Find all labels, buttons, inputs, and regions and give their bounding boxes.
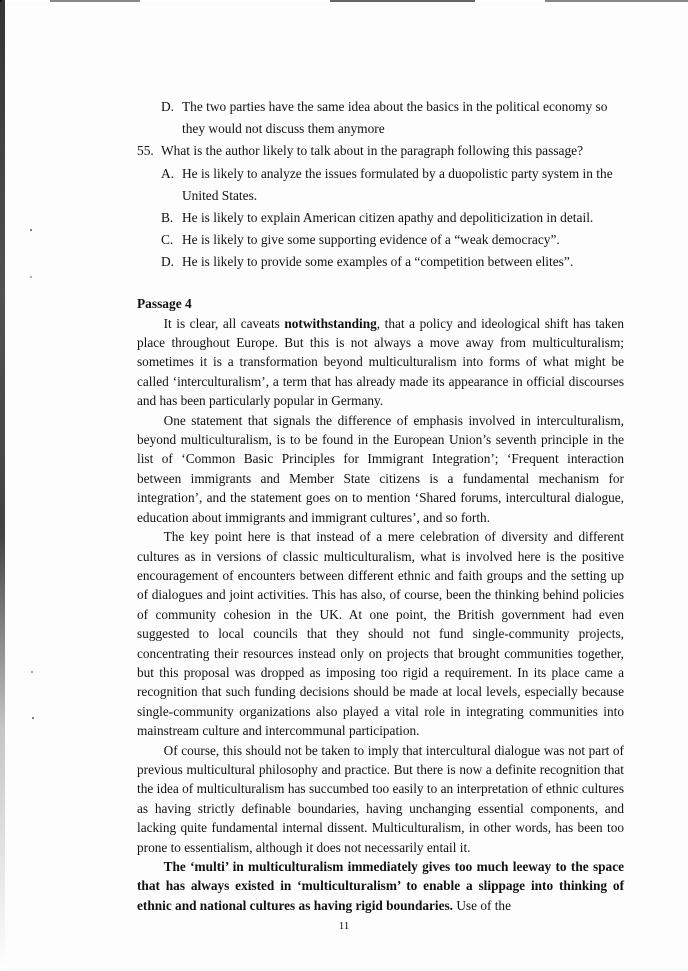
q55-option-c (137, 229, 624, 251)
option-letter: A. (161, 165, 175, 181)
scan-binding-shadow (0, 0, 5, 971)
q55-option-b (137, 207, 624, 229)
passage-paragraph-2: One statement that signals the difference of emphasis involved in interculturalism, beyond multiculturalism, is to be found in the European Union’s seventh principle in the list of ‘Common Basic Principles for Immigrant Integration’; ‘Frequent interaction between immigrants and Member State citizens is a fundamental mechanism for integration’, and the statement goes on to mention ‘Shared forums, intercultural dialogue, education about immigrants and immigrant cultures’, and so forth. (137, 412, 624, 525)
paragraph-text: , that a policy and ideological shift has taken place throughout Europe. But this is not always a move away from multiculturalism; sometimes it is a transformation beyond multiculturalism into forms of what might be called ‘interculturalism’, a term that has already made its appearance in official discourses and has been particularly popular in Germany. (137, 315, 624, 409)
document-page (137, 96, 624, 915)
option-letter: D. (161, 99, 175, 114)
option-text: He is likely to provide some examples of a “competition between elites”. (182, 254, 574, 270)
q55-option-a (137, 163, 624, 207)
option-letter: B. (161, 210, 174, 226)
scan-speck (31, 671, 33, 673)
passage-paragraph-4: Of course, this should not be taken to imply that intercultural dialogue was not part of previous multicultural philosophy and practice. But there is now a definite recognition that the idea of multiculturalism has succumbed too easily to an interpretation of ethnic cultures as having strictly definable boundaries, having unchanging essential components, and lacking quite fundamental internal dissent. Multiculturalism, in other words, has been too prone to essentialism, although it does not necessarily entail it. (137, 742, 624, 855)
scan-top-edge (0, 0, 688, 2)
option-text: The two parties have the same idea about the basics in the political economy so they would not discuss them anymore (182, 99, 608, 137)
scan-speck (32, 717, 34, 719)
bold-sentence: The ‘multi’ in multiculturalism immediately gives too much leeway to the space that has always existed in ‘multiculturalism’ to enable a slippage into thinking of ethnic and national cultures as having rigid boundaries. (137, 859, 624, 913)
q55-option-d (137, 251, 624, 273)
paragraph-text: It is clear, all caveats (163, 315, 285, 331)
option-text: He is likely to give some supporting evidence of a “weak democracy”. (182, 232, 560, 248)
question-number: 55. (137, 143, 154, 159)
option-text: He is likely to explain American citizen apathy and depoliticization in detail. (182, 210, 594, 226)
page-number: 11 (338, 920, 350, 932)
option-letter: C. (161, 232, 174, 248)
passage-paragraph-1 (137, 314, 624, 411)
question-55 (137, 140, 624, 162)
question-text: What is the author likely to talk about in the paragraph following this passage? (161, 143, 584, 159)
scan-speck (30, 276, 32, 278)
option-text: He is likely to analyze the issues formulated by a duopolistic party system in the United States. (182, 165, 613, 203)
passage-paragraph-5 (137, 857, 624, 915)
passage-paragraph-3: The key point here is that instead of a mere celebration of diversity and different cultures as in versions of classic multiculturalism, what is involved here is the positive encouragement of encounters between different ethnic and faith groups and the setting up of dialogues and joint activities. This has also, of course, been the thinking behind policies of community cohesion in the UK. At one point, the British government had even suggested to local councils that they should not fund single-community projects, concentrating their resources instead only on projects that brought communities together, but this proposal was dropped as imposing too rigid a requirement. In its place came a recognition that such funding decisions should be made at local levels, especially because single-community organizations also played a vital role in integrating communities into mainstream culture and intercommunal participation. (137, 529, 624, 739)
passage-title: Passage 4 (137, 295, 192, 311)
option-letter: D. (161, 254, 175, 270)
q54-option-d (137, 96, 624, 140)
paragraph-text: Use of the (453, 897, 511, 913)
bold-term: notwithstanding (284, 315, 377, 331)
scan-speck (30, 229, 32, 231)
